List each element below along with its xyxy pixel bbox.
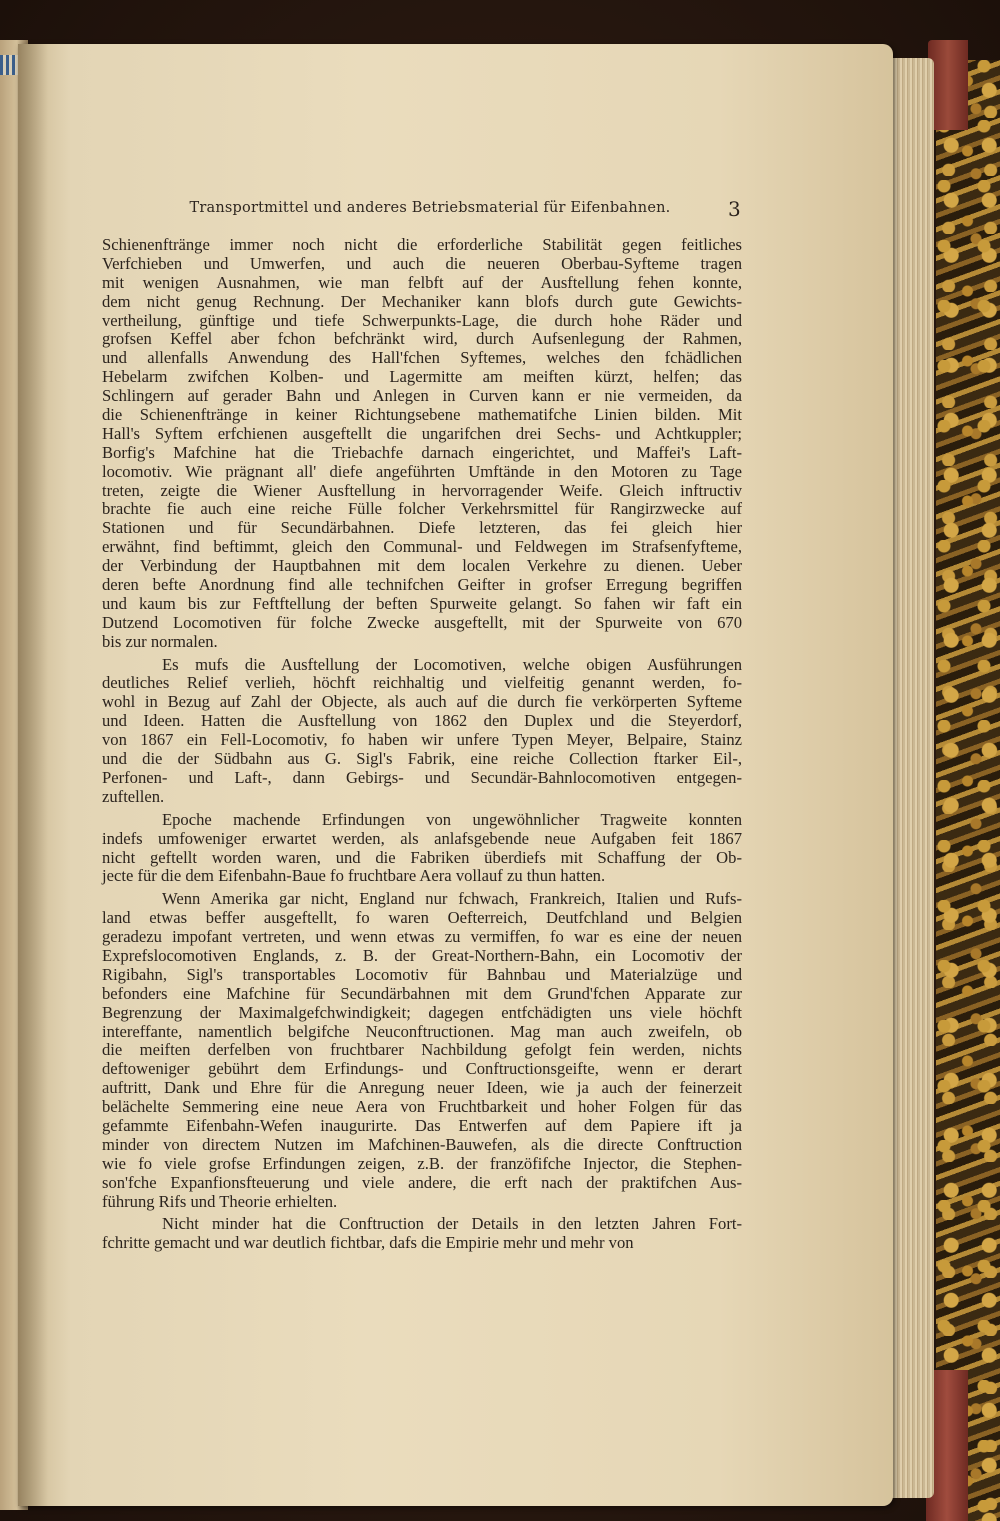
text-line: auftritt, Dank und Ehre für die Anregung neuer Ideen, wie ja auch der feinerzeit (102, 1078, 742, 1098)
gutter-shadow (18, 44, 48, 1506)
paragraph (102, 890, 742, 1211)
paragraph (102, 1215, 742, 1253)
text-line: zuftellen. (102, 786, 165, 806)
text-line: die meiften derfelben von fruchtbarer Nachbildung gefolgt fein werden, nichts (102, 1040, 742, 1060)
text-line: Rigibahn, Sigl's transportables Locomotiv für Bahnbau und Materialzüge und (102, 964, 742, 984)
text-line: und kaum bis zur Feftftellung der beften Spurweite gelangt. So fahen wir faft ein (102, 593, 742, 613)
text-line: wohl in Bezug auf Zahl der Objecte, als auch auf die durch fie verkörperten Syfteme (102, 692, 742, 712)
text-line: deftoweniger gebührt dem Erfindungs- und Conftructionsgeifte, wenn er derart (102, 1059, 742, 1079)
text-line: treten, zeigte die Wiener Ausftellung in hervorragender Weife. Gleich inftructiv (102, 480, 742, 500)
text-line: und Ideen. Hatten die Ausftellung von 1862 den Duplex und die Steyerdorf, (102, 711, 742, 731)
text-line: Dutzend Locomotiven für folche Zwecke ausgeftellt, mit der Spurweite von 670 (102, 612, 742, 632)
text-line: grofsen Keffel aber fchon befchränkt wird, durch Aufsenlegung der Rahmen, (102, 329, 742, 349)
text-line: der Verbindung der Hauptbahnen mit dem localen Verkehre zu dienen. Ueber (102, 556, 742, 576)
text-line: mit wenigen Ausnahmen, wie man felbft auf der Ausftellung fehen konnte, (102, 272, 742, 292)
text-line: und die der Südbahn aus G. Sigl's Fabrik, eine reiche Collection ftarker Eil-, (102, 749, 742, 769)
text-line: Epoche machende Erfindungen von ungewöhnlicher Tragweite konnten (162, 809, 742, 829)
text-line: vertheilung, günftige und tiefe Schwerpunkts-Lage, die durch hohe Räder und (102, 310, 742, 330)
text-line: son'fche Expanfionsfteuerung und viele andere, die erft nach der praktifchen Aus- (102, 1172, 742, 1192)
paragraph (102, 811, 742, 887)
body-text (102, 236, 742, 1253)
cover-corner-top (928, 40, 968, 130)
paragraph (102, 236, 742, 652)
text-line: Es mufs die Ausftellung der Locomotiven, welche obigen Ausführungen (162, 654, 742, 674)
text-line: Verfchieben und Umwerfen, und auch die neueren Oberbau-Syfteme tragen (102, 253, 742, 273)
text-line: und allenfalls Anwendung des Hall'fchen Syftemes, welches den fchädlichen (102, 348, 742, 368)
text-line: bis zur normalen. (102, 631, 218, 651)
text-line: die Schienenftränge in keiner Richtungsebene mathematifche Linien bilden. Mit (102, 405, 742, 425)
text-line: land etwas beffer ausgeftellt, fo waren Oefterreich, Deutfchland und Belgien (102, 908, 742, 928)
text-line: gefammte Eifenbahn-Wefen inaugurirte. Das Entwerfen auf dem Papiere ift ja (102, 1115, 742, 1135)
text-line: Schlingern auf gerader Bahn und Anlegen in Curven kann er nie vermeiden, da (102, 386, 742, 406)
text-line: belächelte Semmering eine neue Aera von Fruchtbarkeit und hoher Folgen für das (102, 1097, 742, 1117)
text-line: Begrenzung der Maximalgefchwindigkeit; dagegen entfchädigten uns viele höchft (102, 1002, 742, 1022)
text-line: Schienenftränge immer noch nicht die erforderliche Stabilität gegen feitliches (102, 235, 742, 254)
paragraph (102, 656, 742, 807)
text-line: erwähnt, find beftimmt, gleich den Communal- und Feldwegen im Strafsenfyfteme, (102, 537, 742, 557)
text-line: nicht geftellt worden waren, und die Fabriken überdiefs mit Schaffung der Ob- (102, 847, 742, 867)
marbled-cover (936, 60, 1000, 1521)
text-line: Perfonen- und Laft-, dann Gebirgs- und Secundär-Bahnlocomotiven entgegen- (102, 767, 742, 787)
text-line: Hebelarm zwifchen Kolben- und Lagermitte am meiften kürzt, helfen; das (102, 367, 742, 387)
text-line: deutliches Relief verlieh, höchft reichhaltig und vielfeitig genannt werden, fo- (102, 673, 742, 693)
text-line: deren befte Anordnung find alle technifchen Geifter in grofser Erregung begriffen (102, 575, 742, 595)
text-line: Exprefslocomotiven Englands, z. B. der Great-Northern-Bahn, ein Locomotiv der (102, 945, 742, 965)
text-line: indefs umfoweniger erwartet werden, als anlafsgebende neue Aufgaben feit 1867 (102, 828, 742, 848)
text-line: Wenn Amerika gar nicht, England nur fchwach, Frankreich, Italien und Rufs- (162, 889, 742, 909)
text-line: locomotiv. Wie prägnant all' diefe angeführten Umftände in den Motoren zu Tage (102, 461, 742, 481)
text-line: geradezu impofant vertreten, und wenn etwas zu vermiffen, fo war es eine der neuen (102, 927, 742, 947)
text-line: fchritte gemacht und war deutlich fichtbar, dafs die Empirie mehr und mehr von (102, 1233, 634, 1253)
text-line: von 1867 ein Fell-Locomotiv, fo haben wir unfere Typen Meyer, Belpaire, Stainz (102, 730, 742, 750)
text-line: minder von directem Nutzen im Mafchinen-Bauwefen, als die directe Conftruction (102, 1134, 742, 1154)
text-line: befonders eine Mafchine für Secundärbahnen mit dem Grund'fchen Apparate zur (102, 983, 742, 1003)
text-line: Nicht minder hat die Conftruction der Details in den letzten Jahren Fort- (162, 1214, 742, 1234)
text-line: Hall's Syftem erfchienen ausgeftellt die ungarifchen drei Sechs- und Achtkuppler; (102, 423, 742, 443)
text-line: dem nicht genug Rechnung. Der Mechaniker kann blofs durch gute Gewichts- (102, 291, 742, 311)
page-number: 3 (728, 197, 741, 221)
text-line: intereffante, namentlich belgifche Neuconftructionen. Mag man auch zweifeln, ob (102, 1021, 742, 1041)
running-title: Transportmittel und anderes Betriebsmaterial für Eifenbahnen. (189, 200, 671, 216)
text-line: Borfig's Mafchine hat die Triebachfe darnach eingerichtet, und Maffei's Laft- (102, 442, 742, 462)
text-line: jecte für die dem Eifenbahn-Baue fo fruchtbare Aera vollauf zu thun hatten. (102, 866, 606, 886)
text-line: führung Rifs und Theorie erhielten. (102, 1191, 338, 1211)
text-line: brachte fie auch eine reiche Fülle folcher Verkehrsmittel für Rangirzwecke auf (102, 499, 742, 519)
text-line: Stationen und für Secundärbahnen. Diefe letzteren, das fei gleich hier (102, 518, 742, 538)
text-line: wie fo viele grofse Erfindungen zeigen, z.B. der franzöfifche Injector, die Stephen- (102, 1153, 742, 1173)
